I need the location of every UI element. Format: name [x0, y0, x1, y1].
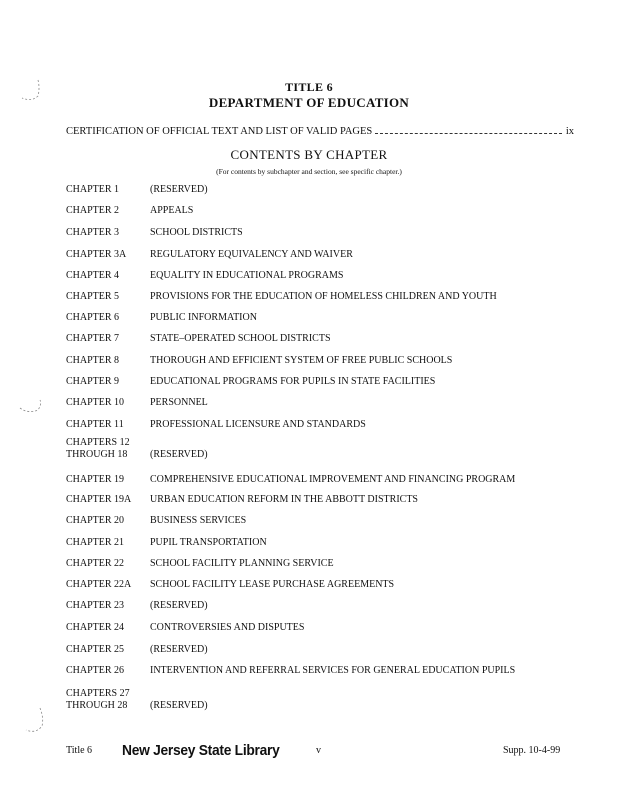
chapter-number-line: CHAPTER 22: [66, 558, 125, 569]
chapter-name: SCHOOL FACILITY LEASE PURCHASE AGREEMENTS: [150, 579, 395, 590]
chapter-number-line: CHAPTERS 27: [66, 688, 130, 699]
chapter-number-line: CHAPTER 8: [66, 355, 120, 366]
chapter-number: [66, 579, 146, 591]
chapter-number: [66, 333, 146, 345]
chapter-number-line: CHAPTER 24: [66, 622, 125, 633]
chapter-number-line: CHAPTER 19: [66, 474, 125, 485]
chapter-number-line: CHAPTER 11: [66, 419, 124, 430]
chapter-number: [66, 537, 146, 549]
chapter-number-line: CHAPTER 9: [66, 376, 120, 387]
chapter-number: [66, 270, 146, 282]
chapter-name: COMPREHENSIVE EDUCATIONAL IMPROVEMENT AND FINANCING PROGRAM: [150, 474, 516, 485]
chapter-name: SCHOOL DISTRICTS: [150, 227, 243, 238]
title-name: DEPARTMENT OF EDUCATION: [208, 95, 410, 110]
chapter-number: [66, 227, 146, 239]
chapter-number-line: CHAPTER 20: [66, 515, 125, 526]
chapter-number: [66, 515, 146, 527]
certification-page: ix: [565, 126, 574, 137]
chapter-number-line: THROUGH 18: [66, 449, 128, 460]
chapter-number: [66, 688, 146, 712]
chapter-number: [66, 249, 146, 261]
chapter-number: [66, 291, 146, 303]
binder-hole-mark-middle: [18, 398, 44, 420]
chapter-name: PUPIL TRANSPORTATION: [150, 537, 267, 548]
certification-label: CERTIFICATION OF OFFICIAL TEXT AND LIST OF VALID PAGES: [66, 126, 373, 137]
chapter-name: EDUCATIONAL PROGRAMS FOR PUPILS IN STATE FACILITIES: [150, 376, 436, 387]
supplement-date: Supp. 10-4-99: [503, 745, 561, 756]
binder-hole-mark-bottom: [22, 706, 48, 736]
chapter-number-line: CHAPTER 3: [66, 227, 120, 238]
chapter-name: SCHOOL FACILITY PLANNING SERVICE: [150, 558, 334, 569]
chapter-number-line: CHAPTER 22A: [66, 579, 132, 590]
chapter-name: BUSINESS SERVICES: [150, 515, 247, 526]
chapter-number-line: CHAPTER 26: [66, 665, 125, 676]
chapter-name: URBAN EDUCATION REFORM IN THE ABBOTT DISTRICTS: [150, 494, 418, 505]
chapter-number-line: CHAPTER 1: [66, 184, 120, 195]
chapter-name: CONTROVERSIES AND DISPUTES: [150, 622, 305, 633]
chapter-name: PERSONNEL: [150, 397, 208, 408]
contents-note: (For contents by subchapter and section, see specific chapter.): [216, 167, 402, 176]
chapter-number: [66, 474, 146, 486]
chapter-number: [66, 184, 146, 196]
chapter-name: THOROUGH AND EFFICIENT SYSTEM OF FREE PUBLIC SCHOOLS: [150, 355, 453, 366]
chapter-number: [66, 437, 146, 461]
chapter-number: [66, 419, 146, 431]
chapter-name: (RESERVED): [150, 184, 208, 195]
chapter-number-line: CHAPTER 23: [66, 600, 125, 611]
chapter-number: [66, 644, 146, 656]
chapter-number: [66, 205, 146, 217]
chapter-number-line: CHAPTER 7: [66, 333, 120, 344]
chapter-number-line: CHAPTER 2: [66, 205, 120, 216]
chapter-number-line: CHAPTER 21: [66, 537, 125, 548]
chapter-name: STATE–OPERATED SCHOOL DISTRICTS: [150, 333, 331, 344]
chapter-number-line: CHAPTER 25: [66, 644, 125, 655]
chapter-name: PROFESSIONAL LICENSURE AND STANDARDS: [150, 419, 366, 430]
chapter-name: (RESERVED): [150, 600, 208, 611]
chapter-name: INTERVENTION AND REFERRAL SERVICES FOR GENERAL EDUCATION PUPILS: [150, 665, 516, 676]
chapter-number: [66, 494, 146, 506]
chapter-number: [66, 622, 146, 634]
chapter-number-line: CHAPTER 19A: [66, 494, 132, 505]
chapter-name: (RESERVED): [150, 449, 208, 460]
chapter-name: PROVISIONS FOR THE EDUCATION OF HOMELESS CHILDREN AND YOUTH: [150, 291, 497, 302]
library-stamp: New Jersey State Library: [122, 742, 280, 759]
chapter-number: [66, 312, 146, 324]
footer-title: Title 6: [66, 745, 93, 756]
chapter-name: (RESERVED): [150, 700, 208, 711]
certification-line: [66, 123, 574, 137]
chapter-name: (RESERVED): [150, 644, 208, 655]
chapter-number-line: CHAPTER 10: [66, 397, 125, 408]
page-number: v: [316, 745, 321, 756]
chapter-number-line: CHAPTER 6: [66, 312, 120, 323]
chapter-number: [66, 376, 146, 388]
chapter-number-line: CHAPTER 5: [66, 291, 120, 302]
dot-leader: [375, 133, 562, 134]
chapter-name: PUBLIC INFORMATION: [150, 312, 257, 323]
chapter-name: REGULATORY EQUIVALENCY AND WAIVER: [150, 249, 353, 260]
chapter-name: APPEALS: [150, 205, 194, 216]
chapter-number-line: CHAPTER 4: [66, 270, 120, 281]
chapter-number-line: CHAPTER 3A: [66, 249, 127, 260]
title-number: TITLE 6: [285, 80, 333, 94]
chapter-number-line: CHAPTERS 12: [66, 437, 130, 448]
chapter-number-line: THROUGH 28: [66, 700, 128, 711]
chapter-number: [66, 665, 146, 677]
chapter-number: [66, 558, 146, 570]
chapter-name: EQUALITY IN EDUCATIONAL PROGRAMS: [150, 270, 344, 281]
chapter-number: [66, 600, 146, 612]
chapter-number: [66, 397, 146, 409]
chapter-number: [66, 355, 146, 367]
contents-heading: CONTENTS BY CHAPTER: [230, 147, 388, 162]
